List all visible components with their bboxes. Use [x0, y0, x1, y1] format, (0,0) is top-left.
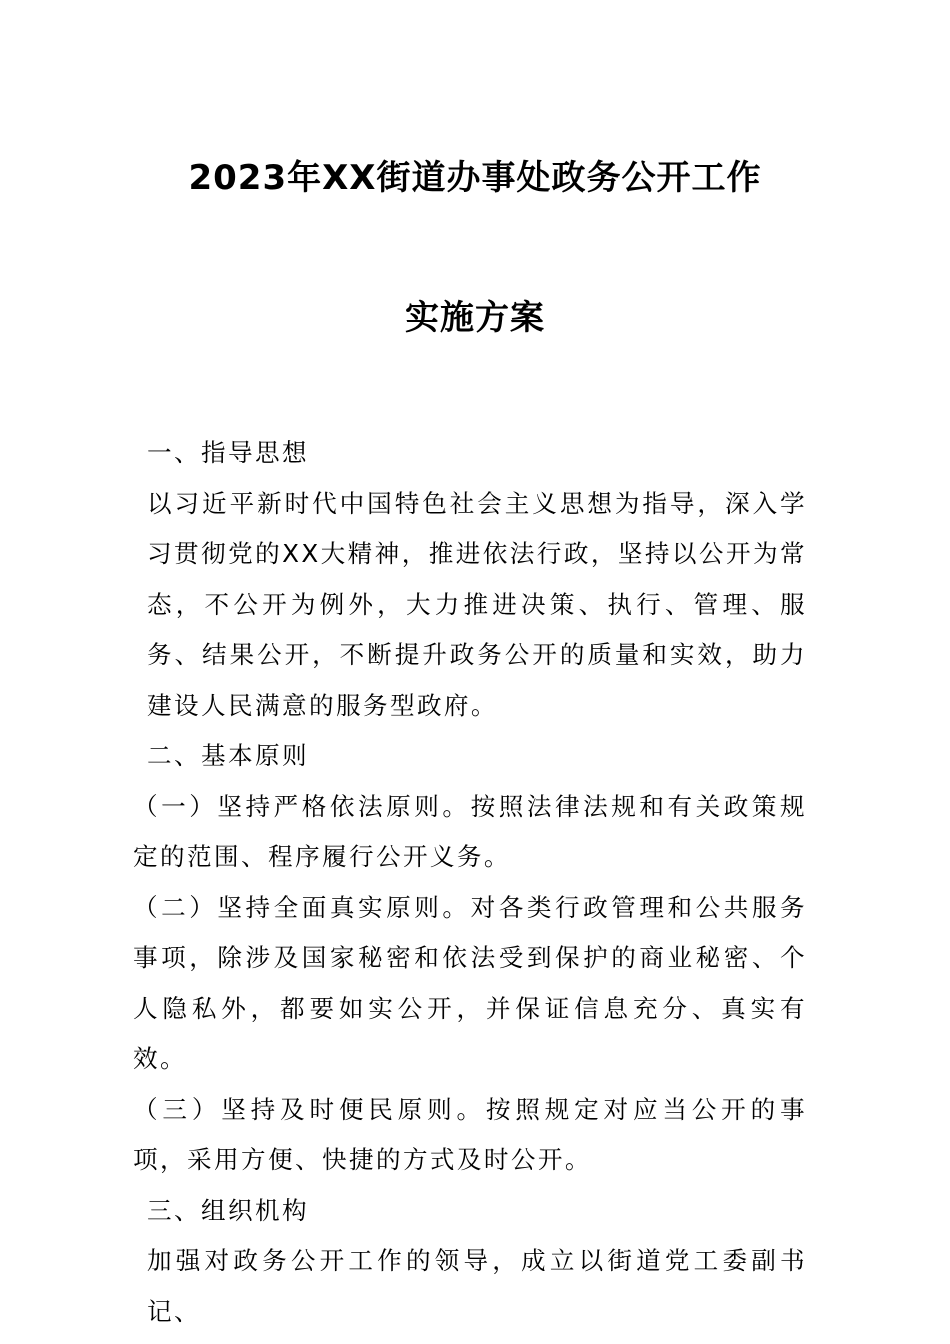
paragraph-principle-1: （一）坚持严格依法原则。按照法律法规和有关政策规定的范围、程序履行公开义务。 — [133, 791, 807, 871]
paragraph-principle-3: （三）坚持及时便民原则。按照规定对应当公开的事项，采用方便、快捷的方式及时公开。 — [133, 1094, 807, 1174]
document-body — [133, 428, 807, 1337]
section-heading-guiding-ideology: 一、指导思想 — [147, 438, 309, 467]
paragraph-guiding-ideology: 以习近平新时代中国特色社会主义思想为指导，深入学习贯彻党的XX大精神，推进依法行政，坚持以公开为常态，不公开为例外，大力推进决策、执行、管理、服务、结果公开，不断提升政务公开的质量和实效，助力建设人民满意的服务型政府。 — [147, 488, 807, 720]
paragraph-principle-2: （二）坚持全面真实原则。对各类行政管理和公共服务事项，除涉及国家秘密和依法受到保护的商业秘密、个人隐私外，都要如实公开，并保证信息充分、真实有效。 — [133, 892, 807, 1073]
document-title-line-2: 实施方案 — [405, 298, 545, 338]
document-title-line-1: 2023年XX街道办事处政务公开工作 — [188, 158, 762, 198]
section-heading-organization: 三、组织机构 — [147, 1195, 309, 1225]
paragraph-organization: 加强对政务公开工作的领导，成立以街道党工委副书记、 — [147, 1246, 807, 1326]
section-heading-basic-principles: 二、基本原则 — [147, 741, 309, 770]
